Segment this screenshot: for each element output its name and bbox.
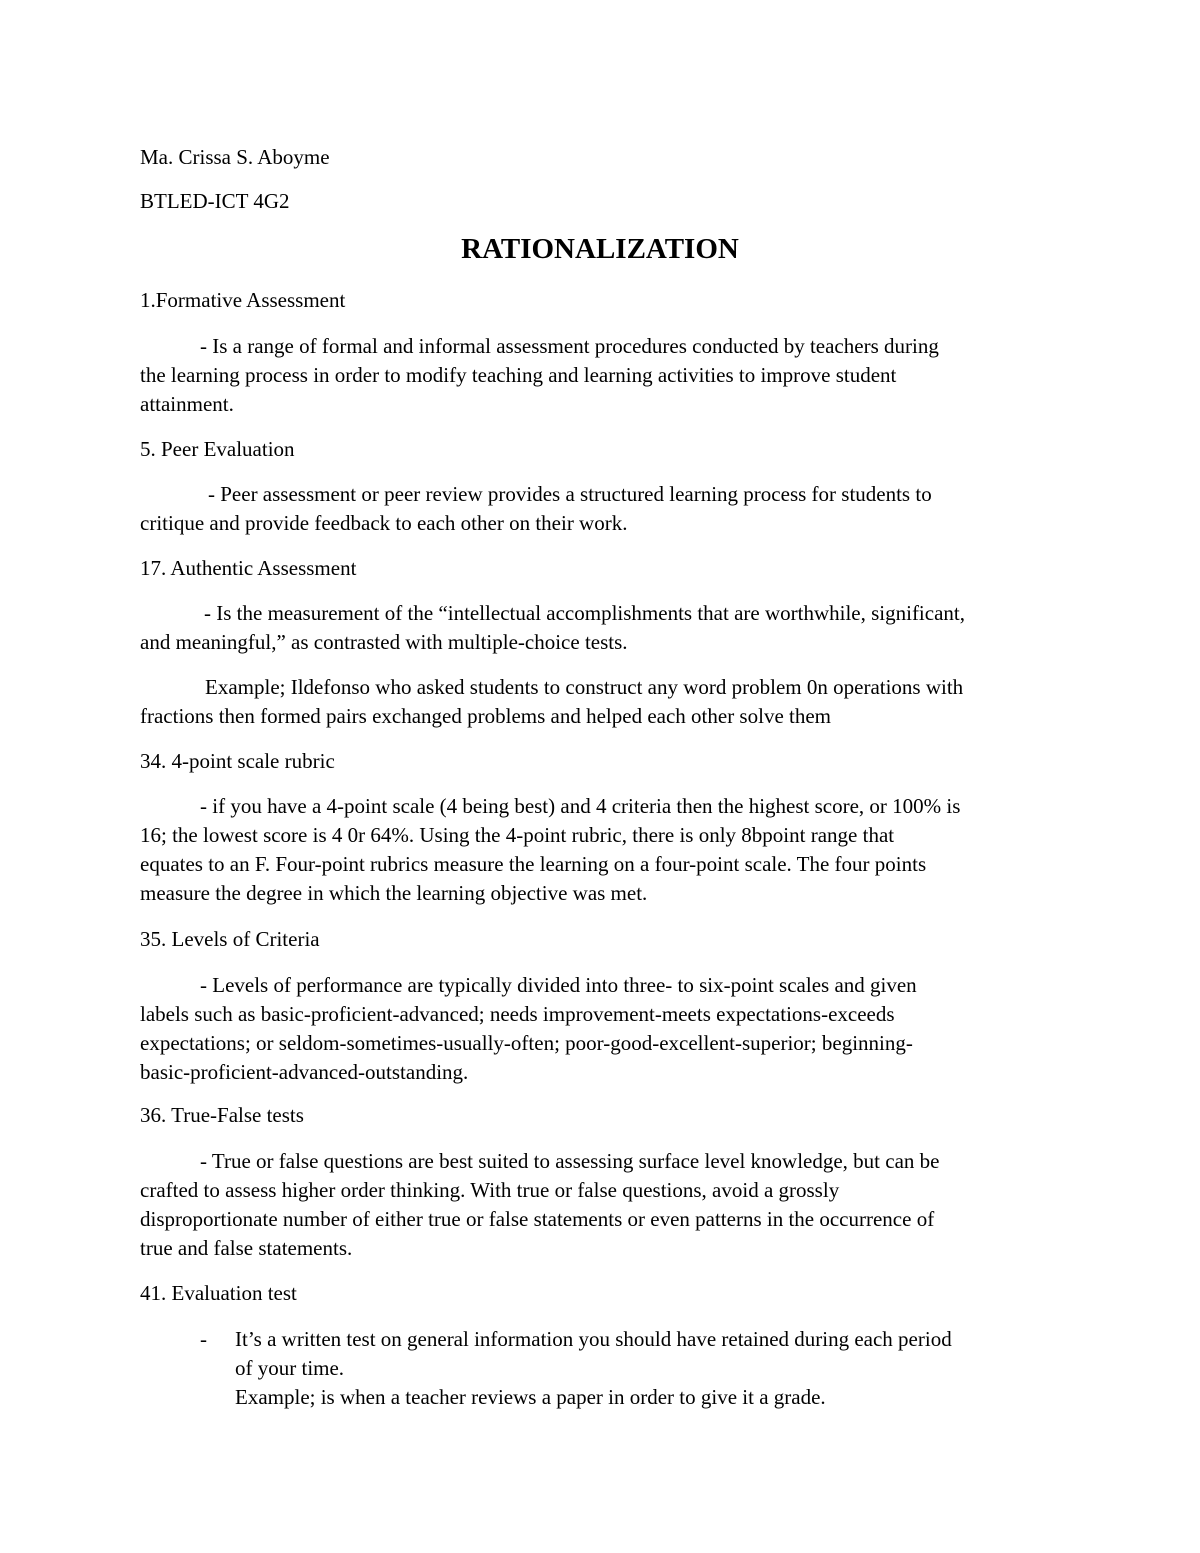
body-line: and meaningful,” as contrasted with multiple-choice tests. <box>140 630 628 654</box>
course-section: BTLED-ICT 4G2 <box>140 189 290 213</box>
item-example-authentic <box>140 673 963 731</box>
author-name: Ma. Crissa S. Aboyme <box>140 145 330 169</box>
body-line: measure the degree in which the learning objective was met. <box>140 881 648 905</box>
body-line: Example; is when a teacher reviews a paper in order to give it a grade. <box>235 1385 826 1409</box>
item-heading-peer: 5. Peer Evaluation <box>140 437 295 461</box>
item-heading-levels: 35. Levels of Criteria <box>140 927 320 951</box>
body-line: equates to an F. Four-point rubrics measure the learning on a four-point scale. The four points <box>140 852 927 876</box>
page-title: RATIONALIZATION <box>461 233 739 265</box>
body-line: crafted to assess higher order thinking. With true or false questions, avoid a grossly <box>140 1178 840 1202</box>
item-body-truefalse <box>140 1147 939 1263</box>
body-line: of your time. <box>235 1356 345 1380</box>
body-line: - Levels of performance are typically divided into three- to six-point scales and given <box>200 973 917 997</box>
body-line: disproportionate number of either true or false statements or even patterns in the occurrence of <box>140 1207 935 1231</box>
example-line: fractions then formed pairs exchanged problems and helped each other solve them <box>140 704 832 728</box>
body-line: critique and provide feedback to each other on their work. <box>140 511 628 535</box>
body-line: the learning process in order to modify teaching and learning activities to improve student <box>140 363 897 387</box>
body-line: - True or false questions are best suited to assessing surface level knowledge, but can be <box>200 1149 940 1173</box>
item-heading-rubric: 34. 4-point scale rubric <box>140 749 335 773</box>
item-body-peer <box>140 480 932 538</box>
body-line: - Is a range of formal and informal assessment procedures conducted by teachers during <box>200 334 939 358</box>
body-line: - if you have a 4-point scale (4 being best) and 4 criteria then the highest score, or 100% is <box>200 794 961 818</box>
body-line: basic-proficient-advanced-outstanding. <box>140 1060 469 1084</box>
body-line: true and false statements. <box>140 1236 353 1260</box>
item-body-formative <box>140 332 939 419</box>
body-line: - Is the measurement of the “intellectual accomplishments that are worthwhile, significant, <box>204 601 965 625</box>
bullet-dash: - <box>200 1327 207 1351</box>
item-heading-authentic: 17. Authentic Assessment <box>140 556 357 580</box>
body-line: expectations; or seldom-sometimes-usually-often; poor-good-excellent-superior; beginning- <box>140 1031 913 1055</box>
item-body-evaluation <box>235 1325 952 1412</box>
item-heading-formative: 1.Formative Assessment <box>140 288 346 312</box>
item-body-authentic <box>140 599 965 657</box>
item-heading-evaluation: 41. Evaluation test <box>140 1281 297 1305</box>
item-body-rubric <box>140 792 960 908</box>
body-line: It’s a written test on general information you should have retained during each period <box>235 1327 952 1351</box>
body-line: labels such as basic-proficient-advanced; needs improvement-meets expectations-exceeds <box>140 1002 895 1026</box>
item-body-levels <box>140 971 917 1087</box>
body-line: - Peer assessment or peer review provides a structured learning process for students to <box>208 482 932 506</box>
body-line: 16; the lowest score is 4 0r 64%. Using the 4-point rubric, there is only 8bpoint range that <box>140 823 895 847</box>
example-line: Example; Ildefonso who asked students to construct any word problem 0n operations with <box>205 675 964 699</box>
item-heading-truefalse: 36. True-False tests <box>140 1103 304 1127</box>
body-line: attainment. <box>140 392 234 416</box>
